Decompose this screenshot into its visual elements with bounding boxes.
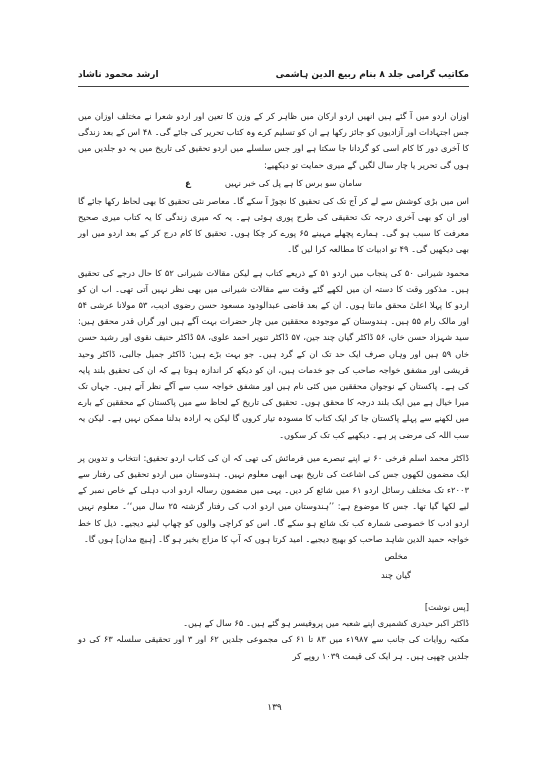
note-line: مکتبہ روایات کی جانب سے ۱۹۸۷ء میں ۸۳ تا ۶۱ کی مجموعی جلدیں ۶۲ اور ۳ اور تحقیقی سلسلہ ۶۳ کی دو جلدیں چھپی ہیں۔ ہر ایک کی قیمت ۱۰۳۹ روپے کر [78,634,469,661]
running-header [78,66,469,84]
paragraph: اس میں بڑی کوشش سے لے کر آج تک کی تحقیق کا نچوڑ آ سکے گا۔ معاصر نئی تحقیق کا بھی لحاظ رکھا جائے گا اور ان کو بھی آخری درجہ تک تحقیقی کی طرح پوری ہوئی ہے۔ یہ کہ میری زندگی کا یہ کتاب میری صحیح معرفت کا سبب ہو گی۔ ہمارے پچھلے مہینے ۶۵ پورے کر چکا ہوں۔ تحقیق کا کام درج کر کے بعد اردو میں اور بھی دیکھیں گی۔ ۴۹ تو ادبیات کا مطالعہ کرا لیں گا۔ [78,195,469,255]
page-number: ۱۳۹ [267,703,282,713]
paragraph: محمود شیرانی ۵۰ کی پنجاب میں اردو ۵۱ کے ذریعے کتاب ہے لیکن مقالات شیرانی ۵۲ کا حال درجے کی تحقیق ہیں۔ مذکور وقت کا دستہ ان میں لکھے گئے وقت سے مقالات شیرانی میں بھی نظر نہیں آتی تھی۔ اب ان کو اردو کا پہلا اعلیٰ محقق مانتا ہوں۔ ان کے بعد قاضی عبدالودود مسعود حسن رضوی ادیب، ۵۳ مولانا عرشی ۵۴ اور مالک رام ۵۵ ہیں۔ ہندوستان کے موجودہ محققین میں چار حضرات بہت آگے ہیں اور گراں قدر محقق ہیں: سید شہزاد حسن خاں، ۵۶ ڈاکٹر گیان چند جین، ۵۷ ڈاکٹر تنویر احمد علوی، ۵۸ ڈاکٹر حنیف نقوی اور رشید حسن خاں ۵۹ ہیں اور وہاں صرف ایک حد تک ان کے گرد ہیں۔ جو بہت بڑے ہیں: ڈاکٹر جمیل جالبی، ڈاکٹر وحید قریشی اور مشفق خواجہ صاحب کی جو خدمات ہیں، ان کو دیکھ کر اندازہ ہوتا ہے کہ ان کی تحقیق بلند پایہ کی ہے۔ پاکستان کے نوجوان محققین میں کئی نام ہیں اور مشفق خواجہ سب سے آگے نظر آتے ہیں۔ جہاں تک میرا خیال ہے میں ایک بلند درجہ کا محقق ہوں۔ تحقیق کی تاریخ کے لحاظ سے میں پاکستان کے محققین کے بارے میں لکھنے سے پہلے پاکستان جا کر ایک کتاب کا مسودہ تیار کروں گا لیکن یہ ارادہ بدلنا ممکن نہیں ہے۔ لیکن یہ سب اللہ کی مرضی پر ہے۔ دیکھیے کب تک کر سکوں۔ [78,267,470,440]
header-rule [78,86,469,87]
letter-closing [78,547,469,585]
notes-heading: [پس نوشت] [424,602,469,613]
verse-line [78,173,469,193]
editor-name: ارشد محمود ناشاد [78,70,159,80]
note-line: ڈاکٹر اکبر حیدری کشمیری اپنے شعبہ میں پروفیسر ہو گئے ہیں۔ ۶۵ سال کے ہیں۔ [183,618,469,629]
letter-body [78,108,469,664]
verse-text: سامان سو برس کا ہے پل کی خبر نہیں [224,177,362,188]
verse-mark: ع [185,177,191,188]
paragraph: اوزان اردو میں آ گئے ہیں انھیں اردو ارکان میں ظاہر کر کے وزن کا تعین اور اردو شعرا نے مختلف اوزان میں جس اجتہادات اور آزادیوں کو جائز رکھا ہے ان کو تسلیم کرے وہ کتاب تحریر کی جائے گی۔ ۴۸ اس کے بعد زندگی کا آخری دور کا کام اسی کو گردانا جا سکتا ہے اور جس سلسلے میں اردو تحقیق کی تاریخ میں یہ دو جلدیں میں ہوں گی تحریر یا چار سال لگیں گے میری حمایت تو دیکھیے: [78,111,469,170]
signature: گیان چند [381,570,411,581]
paragraph: ڈاکٹر محمد اسلم فرخی ۶۰ نے اپنے تبصرے میں فرمائش کی تھی کہ ان کی کتاب اردو تحقیق: انتخاب و تدوین پر ایک مضمون لکھوں جس کی اشاعت کی تاریخ بھی ابھی معلوم نہیں۔ ہندوستان میں اردو تحقیق کی رفتار سے ۲۰۰۳ء تک مختلف رسائل اردو ۶۱ میں شائع کر دیں۔ یہی میں مضمون رسالہ اردو ادب دہلی کے خاص نمبر کے لیے لکھا گیا تھا۔ جس کا موضوع ہے: ’’ہندوستان میں اردو ادب کی رفتار گزشتہ ۲۵ سال میں‘‘۔ معلوم نہیں اردو ادب کا خصوصی شمارہ کب تک شائع ہو سکے گا۔ اس کو کراچی والوں کو چھاپ لینے دیجیے۔ ذیل کا خط خواجہ حمید الدین شاہد صاحب کو بھیج دیجیے۔ امید کرتا ہوں کہ آپ کا مزاج بخیر ہو گا۔ [ہیچ مدان] ہوں گا۔ [78,452,470,544]
salutation: مخلص [384,551,408,562]
book-title: مکاتیب گرامی جلد ۸ بنام ربیع الدین ہاشمی [275,70,469,80]
